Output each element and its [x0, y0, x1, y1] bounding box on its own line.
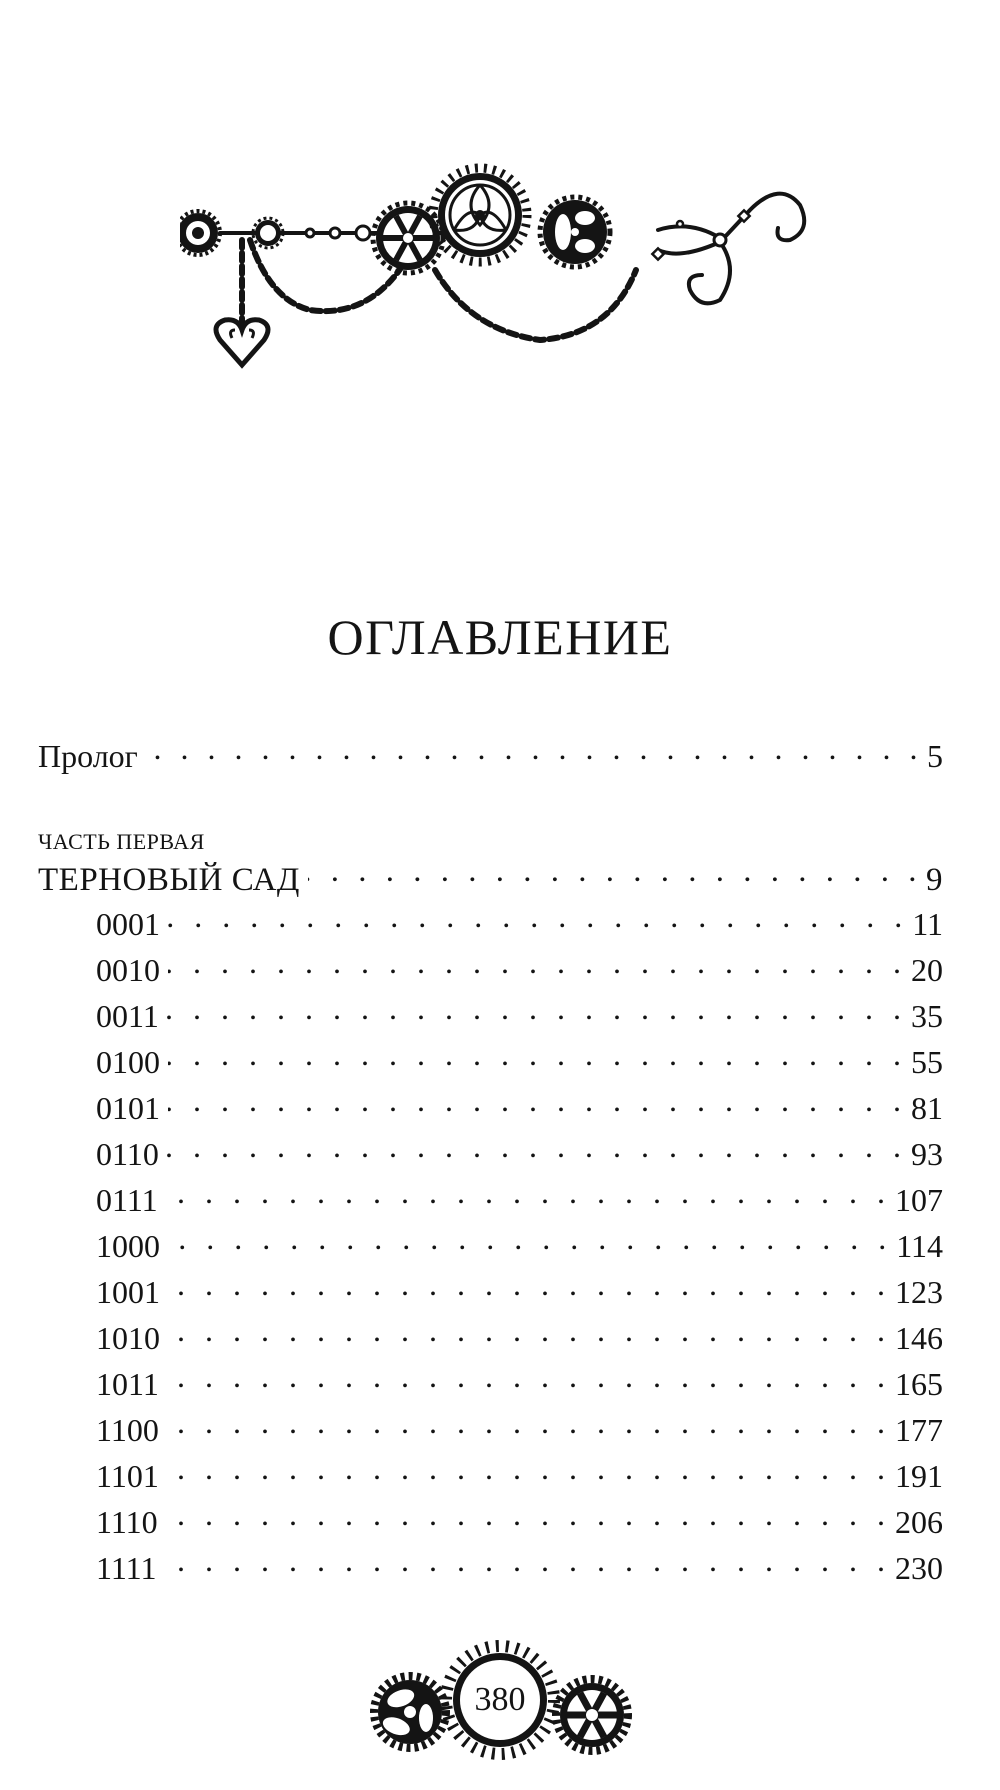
leader-dots: [164, 1547, 891, 1579]
chapter-page: 123: [895, 1274, 943, 1310]
chapter-label: 1001: [96, 1274, 160, 1310]
chapter-label: 0111: [96, 1182, 158, 1218]
toc-chapter-entry[interactable]: [38, 1271, 943, 1317]
page-title: ОГЛАВЛЕНИЕ: [327, 609, 673, 665]
toc-chapter-entry[interactable]: [38, 1133, 943, 1179]
leader-dots: [167, 1363, 891, 1395]
toc-chapter-entry[interactable]: [38, 1547, 943, 1593]
chapter-page: 114: [896, 1228, 943, 1264]
leader-dots: [167, 1133, 907, 1165]
toc-chapter-entry[interactable]: [38, 1363, 943, 1409]
toc-chapter-entry[interactable]: [38, 1179, 943, 1225]
leader-dots: [167, 1455, 891, 1487]
toc-chapter-entry[interactable]: [38, 1225, 943, 1271]
leader-dots: [167, 995, 907, 1027]
chapter-label: 0010: [96, 952, 160, 988]
leader-dots: [168, 1317, 891, 1349]
chapter-page: 35: [911, 998, 943, 1034]
chapter-label: 0100: [96, 1044, 160, 1080]
leader-dots: [168, 1225, 892, 1257]
toc-entry-page: 5: [927, 738, 943, 774]
leader-dots: [166, 1179, 891, 1211]
chapter-label: 1101: [96, 1458, 159, 1494]
toc-entry-part-title[interactable]: [38, 857, 943, 903]
chapter-page: 107: [895, 1182, 943, 1218]
toc-chapter-entry[interactable]: [38, 949, 943, 995]
toc-chapter-entry[interactable]: [38, 1409, 943, 1455]
chapter-page: 177: [895, 1412, 943, 1448]
chapter-label: 0001: [96, 906, 160, 942]
chapter-label: 1111: [96, 1550, 157, 1586]
toc-chapter-entry[interactable]: [38, 1455, 943, 1501]
chapter-label: 1011: [96, 1366, 159, 1402]
toc-entry-label: ТЕРНОВЫЙ САД: [38, 862, 300, 898]
page-number: 380: [474, 1681, 526, 1718]
leader-dots: [167, 1409, 891, 1441]
toc-chapter-entry[interactable]: [38, 1501, 943, 1547]
toc-chapter-entry[interactable]: [38, 995, 943, 1041]
chapter-page: 11: [912, 906, 943, 942]
chapter-label: 1010: [96, 1320, 160, 1356]
chapter-label: 1110: [96, 1504, 158, 1540]
chapter-page: 191: [895, 1458, 943, 1494]
toc-chapter-entry[interactable]: [38, 1041, 943, 1087]
leader-dots: [168, 1271, 891, 1303]
chapter-page: 20: [911, 952, 943, 988]
table-of-contents: [38, 735, 943, 1593]
chapter-page: 206: [895, 1504, 943, 1540]
leader-dots: [168, 903, 908, 935]
toc-chapter-entry[interactable]: [38, 1317, 943, 1363]
chapter-page: 93: [911, 1136, 943, 1172]
toc-entry-label: Пролог: [38, 738, 138, 774]
leader-dots: [168, 949, 907, 981]
leader-dots: [168, 1041, 907, 1073]
chapter-label: 1000: [96, 1228, 160, 1264]
part-label: ЧАСТЬ ПЕРВАЯ: [38, 829, 205, 854]
chapter-page: 55: [911, 1044, 943, 1080]
leader-dots: [308, 857, 922, 890]
chapter-label: 0110: [96, 1136, 159, 1172]
chapter-page: 165: [895, 1366, 943, 1402]
chapter-label: 1100: [96, 1412, 159, 1448]
toc-entry-page: 9: [926, 862, 943, 898]
toc-entry-prologue[interactable]: [38, 735, 943, 781]
toc-chapter-entry[interactable]: [38, 903, 943, 949]
leader-dots: [146, 735, 923, 767]
gear-chain-ornament-icon: [180, 160, 820, 380]
chapter-page: 81: [911, 1090, 943, 1126]
leader-dots: [166, 1501, 891, 1533]
chapter-page: 230: [895, 1550, 943, 1586]
toc-chapter-entry[interactable]: [38, 1087, 943, 1133]
chapter-page: 146: [895, 1320, 943, 1356]
leader-dots: [168, 1087, 907, 1119]
chapter-label: 0011: [96, 998, 159, 1034]
chapter-label: 0101: [96, 1090, 160, 1126]
